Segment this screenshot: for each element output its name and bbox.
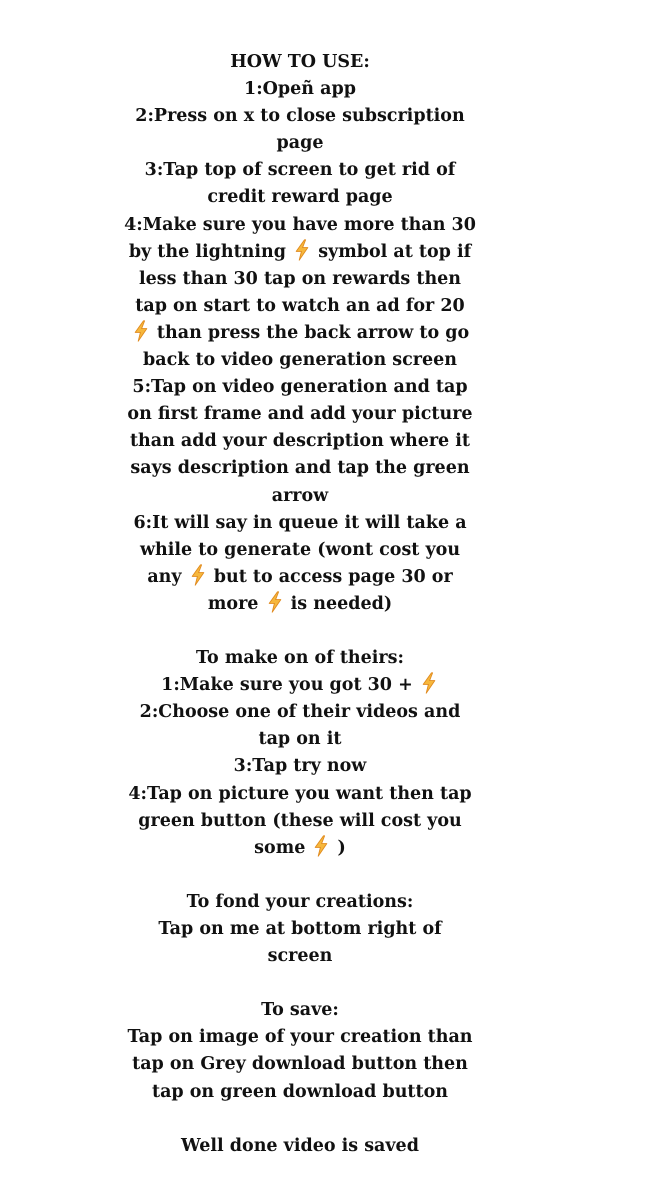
lightning-icon [268,591,282,613]
text-segment: tap on start to watch an ad for 20 [135,295,465,316]
text-line [0,157,600,184]
text-line [0,1024,600,1051]
text-segment: screen [267,946,333,967]
text-segment: tap on green download button [152,1081,448,1102]
text-line [0,266,600,293]
text-segment: 2:Choose one of their videos and [139,702,461,723]
instruction-section [0,889,600,970]
text-segment: any [147,566,188,587]
text-segment: To make on of theirs: [196,648,404,669]
text-segment: tap on Grey download button then [132,1054,468,1075]
text-segment: To save: [261,1000,339,1021]
text-segment: less than 30 tap on rewards then [138,268,462,289]
text-line [0,184,600,211]
text-line [0,455,600,482]
lightning-icon [295,239,309,261]
lightning-icon [191,564,205,586]
text-segment: Tap on me at bottom right of [158,919,442,939]
section-gap [0,970,600,997]
text-line [0,997,600,1024]
text-segment: is needed) [284,593,393,614]
text-line [0,537,600,564]
text-segment: some [254,837,312,858]
text-segment: symbol at top if [312,241,472,262]
text-segment: 5:Tap on video generation and tap [132,377,468,398]
text-line [0,591,600,618]
text-line [0,293,600,320]
section-gap [0,1106,600,1133]
text-segment: Well done video is saved [181,1135,419,1156]
text-segment: credit reward page [207,187,393,208]
text-line [0,943,600,970]
text-segment: but to access page 30 or [207,566,453,587]
text-segment: 3:Tap top of screen to get rid of [144,160,456,181]
instruction-section [0,49,600,618]
instruction-section [0,1133,600,1160]
text-line [0,645,600,672]
text-segment: To fond your creations: [186,891,414,912]
text-line [0,483,600,510]
text-segment: back to video generation screen [143,350,457,371]
page-title [0,49,600,76]
text-segment: Tap on image of your creation than [127,1027,473,1048]
text-line [0,130,600,157]
text-segment: 1:Make sure you got 30 + [161,675,419,696]
text-line [0,1051,600,1078]
text-segment: than add your description where it [129,431,471,452]
text-line [0,889,600,916]
text-segment: more [207,593,265,614]
text-segment: 2:Press on x to close subscription [135,106,465,127]
text-segment: green button (these will cost you [138,810,462,831]
text-line [0,564,600,591]
instruction-section [0,997,600,1105]
text-segment: 6:It will say in queue it will take a [133,512,467,533]
section-gap [0,862,600,889]
text-line [0,401,600,428]
text-segment: tap on it [258,729,342,750]
text-line [0,76,600,103]
lightning-icon [314,835,328,857]
text-segment: by the lightning [128,241,293,262]
lightning-icon [134,320,148,342]
text-segment: 1:Opeñ app [244,79,356,100]
text-line [0,239,600,266]
text-segment: on first frame and add your picture [127,404,473,425]
text-segment: 4:Make sure you have more than 30 [124,214,476,235]
text-segment: arrow [271,485,329,506]
text-segment: says description and tap the green [130,458,470,479]
text-segment: 3:Tap try now [233,756,367,777]
section-gap [0,618,600,645]
text-line [0,103,600,130]
text-line [0,726,600,753]
text-line [0,916,600,943]
text-line [0,347,600,374]
text-line [0,781,600,808]
lightning-icon [422,672,436,694]
text-segment: 4:Tap on picture you want then tap [128,783,472,804]
instruction-section [0,645,600,862]
text-line [0,835,600,862]
text-line [0,1079,600,1106]
text-segment: HOW TO USE: [230,52,370,72]
text-line [0,510,600,537]
text-line [0,428,600,455]
text-line [0,699,600,726]
text-line [0,320,600,347]
text-line [0,212,600,239]
text-line [0,1133,600,1160]
text-line [0,753,600,780]
text-segment: ) [331,837,346,858]
text-segment: than press the back arrow to go [150,322,470,343]
instructions-document [0,49,600,1160]
text-segment: page [276,133,324,154]
text-line [0,808,600,835]
text-line [0,672,600,699]
text-segment: while to generate (wont cost you [139,539,461,560]
text-line [0,374,600,401]
